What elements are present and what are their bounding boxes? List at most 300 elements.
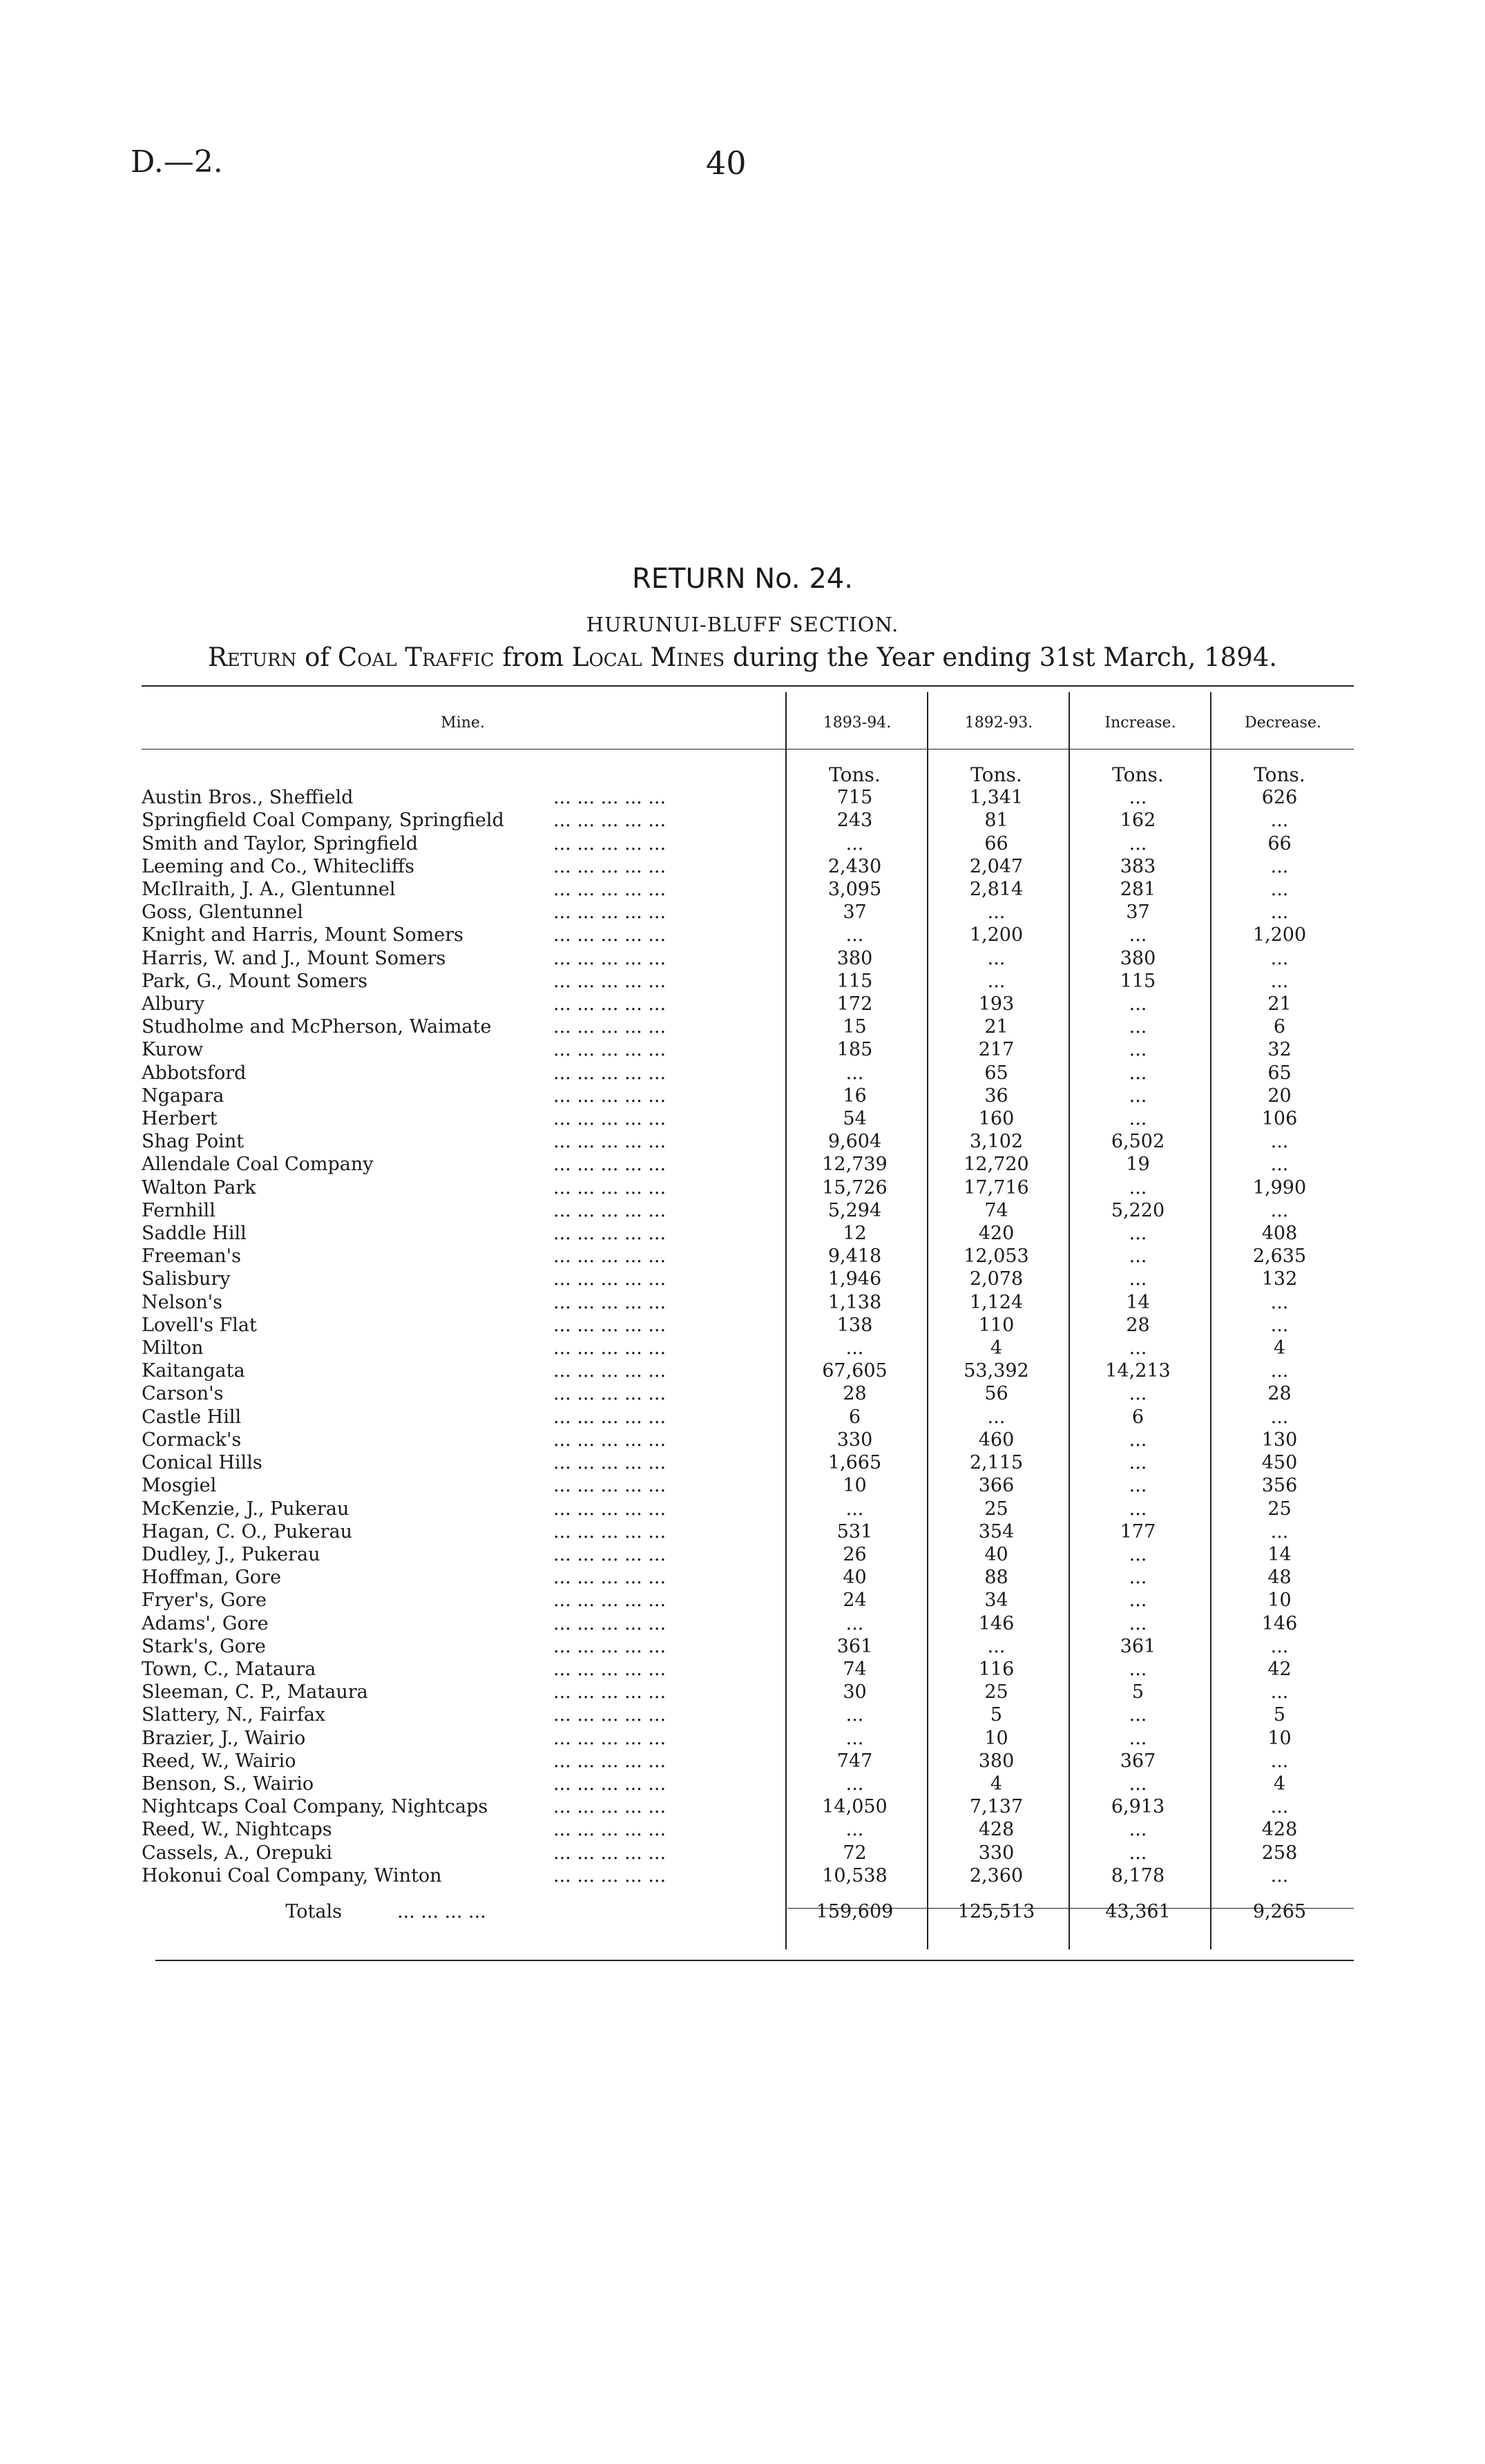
- mine-name: Kaitangata: [142, 1360, 245, 1382]
- return-subtitle: [0, 642, 1485, 672]
- table-row: [142, 1543, 1350, 1566]
- mine-cell: [142, 1268, 784, 1290]
- mine-name: Albury: [142, 993, 204, 1015]
- leader-dots: ... ... ... ... ...: [553, 1406, 667, 1428]
- value-dec: ...: [1270, 1291, 1289, 1313]
- table-row: [142, 1750, 1350, 1773]
- table-row: [142, 1268, 1350, 1290]
- value-dec: ...: [1270, 1154, 1289, 1176]
- mine-name: Mosgiel: [142, 1475, 217, 1497]
- value-y2: 2,115: [969, 1452, 1024, 1474]
- value-y1: 15,726: [822, 1176, 888, 1198]
- value-dec: ...: [1270, 947, 1289, 969]
- value-inc: 6: [1131, 1406, 1144, 1428]
- mine-name: Dudley, J., Pukerau: [142, 1543, 320, 1565]
- value-inc: 361: [1120, 1635, 1156, 1657]
- totals-label: Totals: [285, 1901, 342, 1923]
- leader-dots: ... ... ... ... ...: [553, 1245, 667, 1268]
- value-inc: ...: [1129, 1223, 1147, 1245]
- value-inc: ...: [1129, 1704, 1147, 1726]
- mine-cell: [142, 878, 784, 901]
- col-head-increase: Increase.: [1104, 714, 1176, 732]
- leader-dots: ... ... ... ... ...: [553, 810, 667, 832]
- leader-dots: ... ... ... ... ...: [553, 1199, 667, 1221]
- value-y2: 116: [978, 1658, 1015, 1680]
- value-y1: 28: [843, 1383, 867, 1405]
- value-y2: 34: [984, 1589, 1008, 1612]
- value-y1: ...: [845, 1612, 864, 1634]
- value-dec: 14: [1267, 1543, 1292, 1565]
- value-inc: 5: [1131, 1681, 1144, 1703]
- leader-dots: ... ... ... ... ...: [553, 1131, 667, 1153]
- value-dec: ...: [1270, 1199, 1289, 1221]
- value-y1: 172: [836, 993, 873, 1015]
- mine-cell: [142, 1085, 784, 1107]
- value-y1: 138: [836, 1314, 873, 1336]
- table-row: [142, 1199, 1350, 1222]
- leader-dots: ... ... ... ... ...: [553, 855, 667, 877]
- value-y2: 88: [984, 1567, 1008, 1589]
- mine-name: Knight and Harris, Mount Somers: [142, 924, 463, 946]
- leader-dots: ... ... ... ... ...: [553, 1291, 667, 1313]
- mine-cell: [142, 1795, 784, 1818]
- value-dec: 4: [1273, 1773, 1286, 1795]
- leader-dots: ... ... ... ... ...: [553, 947, 667, 969]
- mine-cell: [142, 1681, 784, 1703]
- col-head-1893: 1893-94.: [823, 714, 892, 732]
- value-y2: 160: [978, 1108, 1015, 1130]
- table-row: [142, 1773, 1350, 1795]
- value-dec: ...: [1270, 1681, 1289, 1703]
- mine-name: Milton: [142, 1337, 204, 1359]
- value-y2: 53,392: [964, 1360, 1029, 1382]
- total-dec: 9,265: [1252, 1901, 1307, 1923]
- value-inc: 5,220: [1111, 1199, 1165, 1221]
- table-row: [142, 1406, 1350, 1429]
- value-dec: 428: [1261, 1819, 1298, 1841]
- unit-cell: Tons.: [1254, 763, 1305, 786]
- value-y2: 354: [978, 1520, 1015, 1543]
- value-inc: ...: [1129, 993, 1147, 1015]
- value-dec: 4: [1273, 1337, 1286, 1359]
- table-row: [142, 1451, 1350, 1474]
- mine-cell: [142, 832, 784, 855]
- mine-name: Fernhill: [142, 1199, 215, 1221]
- value-dec: ...: [1270, 810, 1289, 832]
- table-row: [142, 1107, 1350, 1130]
- table-row: [142, 1062, 1350, 1085]
- leader-dots: ... ... ... ... ...: [553, 1589, 667, 1612]
- mine-cell: [142, 947, 784, 970]
- value-inc: ...: [1129, 1085, 1147, 1107]
- mine-name: Carson's: [142, 1383, 224, 1405]
- mine-cell: [142, 1199, 784, 1222]
- table-row: [142, 1337, 1350, 1359]
- mine-cell: [142, 1429, 784, 1451]
- value-y1: 3,095: [827, 879, 882, 901]
- mine-name: Park, G., Mount Somers: [142, 970, 368, 992]
- mine-cell: [142, 1314, 784, 1337]
- table-row: [142, 1015, 1350, 1038]
- leader-dots: ... ... ... ... ...: [553, 1773, 667, 1795]
- value-y2: 193: [978, 993, 1015, 1015]
- value-inc: ...: [1129, 1268, 1147, 1290]
- value-y1: 715: [836, 787, 873, 809]
- mine-name: Studholme and McPherson, Waimate: [142, 1016, 492, 1038]
- leader-dots: ... ... ... ... ...: [553, 1567, 667, 1589]
- mine-cell: [142, 809, 784, 832]
- mine-name: Salisbury: [142, 1268, 231, 1290]
- value-y2: 56: [984, 1383, 1008, 1405]
- value-y2: 2,078: [969, 1268, 1024, 1290]
- table-row: [142, 1153, 1350, 1176]
- mine-cell: [142, 1062, 784, 1085]
- value-dec: 20: [1267, 1085, 1292, 1107]
- value-y2: 40: [984, 1543, 1008, 1565]
- value-dec: 132: [1261, 1268, 1298, 1290]
- value-y2: ...: [987, 1406, 1006, 1428]
- mine-name: Herbert: [142, 1108, 218, 1130]
- table-row: [142, 1795, 1350, 1818]
- value-dec: 106: [1261, 1108, 1298, 1130]
- value-y1: 16: [843, 1085, 867, 1107]
- value-dec: ...: [1270, 1635, 1289, 1657]
- table-row: [142, 1818, 1350, 1841]
- value-inc: ...: [1129, 1016, 1147, 1038]
- value-y2: ...: [987, 947, 1006, 969]
- value-y2: 25: [984, 1498, 1008, 1520]
- value-y2: ...: [987, 970, 1006, 992]
- value-dec: 48: [1267, 1567, 1292, 1589]
- leader-dots: ... ... ... ... ...: [553, 1016, 667, 1038]
- value-y2: 65: [984, 1062, 1008, 1084]
- value-dec: 1,990: [1252, 1176, 1307, 1198]
- mine-cell: [142, 924, 784, 946]
- subtitle-word: Coal Traffic: [337, 642, 495, 672]
- value-dec: 356: [1261, 1475, 1298, 1497]
- leader-dots: ... ... ... ... ...: [553, 1658, 667, 1680]
- mine-cell: [142, 1727, 784, 1750]
- mine-name: Austin Bros., Sheffield: [142, 787, 354, 809]
- mine-cell: [142, 1635, 784, 1658]
- col-head-1892: 1892-93.: [964, 714, 1033, 732]
- value-dec: 65: [1267, 1062, 1292, 1084]
- table-row: [142, 1245, 1350, 1268]
- value-y1: 14,050: [822, 1796, 888, 1818]
- coal-traffic-table: [142, 763, 1350, 1929]
- value-y1: 15: [843, 1016, 867, 1038]
- value-y1: 67,605: [822, 1360, 888, 1382]
- value-y2: 366: [978, 1475, 1015, 1497]
- mine-name: Hagan, C. O., Pukerau: [142, 1520, 353, 1543]
- value-dec: 66: [1267, 832, 1292, 854]
- leader-dots: ... ... ... ... ...: [553, 1337, 667, 1359]
- unit-cell: Tons.: [1112, 763, 1164, 786]
- leader-dots: ... ... ... ... ...: [553, 1819, 667, 1841]
- leader-dots: ... ... ... ...: [397, 1901, 486, 1923]
- section-title: HURUNUI-BLUFF SECTION.: [586, 613, 899, 636]
- value-inc: ...: [1129, 1727, 1147, 1749]
- value-inc: ...: [1129, 1383, 1147, 1405]
- value-y1: 747: [836, 1750, 873, 1772]
- value-y1: ...: [845, 1819, 864, 1841]
- value-dec: 258: [1261, 1842, 1298, 1864]
- value-dec: 10: [1267, 1589, 1292, 1612]
- mine-cell: [142, 1864, 784, 1887]
- mine-cell: [142, 1773, 784, 1795]
- mine-cell: [142, 1818, 784, 1841]
- value-dec: ...: [1270, 1796, 1289, 1818]
- value-inc: ...: [1129, 1612, 1147, 1634]
- leader-dots: ... ... ... ... ...: [553, 1085, 667, 1107]
- value-inc: ...: [1129, 1567, 1147, 1589]
- mine-name: McIlraith, J. A., Glentunnel: [142, 879, 396, 901]
- mine-name: Conical Hills: [142, 1452, 262, 1474]
- mine-cell: [142, 1015, 784, 1038]
- leader-dots: ... ... ... ... ...: [553, 1452, 667, 1474]
- leader-dots: ... ... ... ... ...: [553, 1864, 667, 1887]
- table-row: [142, 1085, 1350, 1107]
- value-y2: 3,102: [969, 1131, 1024, 1153]
- value-dec: ...: [1270, 1864, 1289, 1887]
- mine-cell: [142, 1153, 784, 1176]
- mine-name: Saddle Hill: [142, 1223, 247, 1245]
- mine-name: Reed, W., Wairio: [142, 1750, 296, 1772]
- mine-name: Abbotsford: [142, 1062, 247, 1084]
- leader-dots: ... ... ... ... ...: [553, 1108, 667, 1130]
- leader-dots: ... ... ... ... ...: [553, 1223, 667, 1245]
- mine-name: McKenzie, J., Pukerau: [142, 1498, 349, 1520]
- mine-name: Freeman's: [142, 1245, 241, 1268]
- value-dec: 146: [1261, 1612, 1298, 1634]
- value-y2: 12,053: [964, 1245, 1029, 1268]
- value-inc: ...: [1129, 1039, 1147, 1061]
- mine-name: Hokonui Coal Company, Winton: [142, 1864, 442, 1887]
- mine-name: Brazier, J., Wairio: [142, 1727, 306, 1749]
- value-inc: 14: [1126, 1291, 1150, 1313]
- value-dec: ...: [1270, 1360, 1289, 1382]
- mine-name: Sleeman, C. P., Mataura: [142, 1681, 368, 1703]
- value-y2: 2,360: [969, 1864, 1024, 1887]
- table-row: [142, 1176, 1350, 1199]
- leader-dots: ... ... ... ... ...: [553, 1796, 667, 1818]
- leader-dots: ... ... ... ... ...: [553, 1543, 667, 1565]
- table-row: [142, 1727, 1350, 1750]
- leader-dots: ... ... ... ... ...: [553, 832, 667, 854]
- value-y1: 243: [836, 810, 873, 832]
- value-y2: 81: [984, 810, 1008, 832]
- value-inc: ...: [1129, 924, 1147, 946]
- value-inc: ...: [1129, 1108, 1147, 1130]
- mine-cell: [142, 1612, 784, 1635]
- subtitle-word: Local Mines: [571, 642, 725, 672]
- page-number: 40: [706, 144, 747, 182]
- value-y1: 30: [843, 1681, 867, 1703]
- value-y1: ...: [845, 1337, 864, 1359]
- subtitle-word: from: [502, 642, 564, 672]
- leader-dots: ... ... ... ... ...: [553, 1314, 667, 1336]
- value-dec: 10: [1267, 1727, 1292, 1749]
- value-inc: ...: [1129, 1176, 1147, 1198]
- mine-cell: [142, 1703, 784, 1726]
- leader-dots: ... ... ... ... ...: [553, 1039, 667, 1061]
- mine-name: Fryer's, Gore: [142, 1589, 267, 1612]
- table-top-rule: [142, 685, 1354, 687]
- mine-name: Stark's, Gore: [142, 1635, 266, 1657]
- leader-dots: ... ... ... ... ...: [553, 1498, 667, 1520]
- mine-name: Benson, S., Wairio: [142, 1773, 314, 1795]
- value-y1: 10: [843, 1475, 867, 1497]
- mine-name: Lovell's Flat: [142, 1314, 257, 1336]
- table-row: [142, 970, 1350, 993]
- mine-name: Allendale Coal Company: [142, 1154, 374, 1176]
- mine-cell: [142, 1498, 784, 1520]
- value-dec: 6: [1273, 1016, 1286, 1038]
- table-row: [142, 1612, 1350, 1635]
- leader-dots: ... ... ... ... ...: [553, 1062, 667, 1084]
- units-blank: [142, 763, 784, 786]
- value-inc: ...: [1129, 1842, 1147, 1864]
- value-inc: 115: [1120, 970, 1156, 992]
- mine-cell: [142, 1337, 784, 1359]
- value-y1: 531: [836, 1520, 873, 1543]
- table-row: [142, 1566, 1350, 1589]
- leader-dots: ... ... ... ... ...: [553, 1727, 667, 1749]
- leader-dots: ... ... ... ... ...: [553, 1429, 667, 1451]
- value-dec: ...: [1270, 901, 1289, 924]
- totals-row: [142, 1887, 1350, 1929]
- value-inc: ...: [1129, 1429, 1147, 1451]
- mine-cell: [142, 993, 784, 1015]
- value-inc: 281: [1120, 879, 1156, 901]
- value-y2: 36: [984, 1085, 1008, 1107]
- mine-cell: [142, 1474, 784, 1497]
- mine-cell: [142, 1658, 784, 1681]
- mine-cell: [142, 1038, 784, 1061]
- value-dec: ...: [1270, 879, 1289, 901]
- mine-name: Smith and Taylor, Springfield: [142, 832, 419, 854]
- leader-dots: ... ... ... ... ...: [553, 1750, 667, 1772]
- col-head-decrease: Decrease.: [1245, 714, 1321, 732]
- mine-cell: [142, 1566, 784, 1589]
- mine-cell: [142, 1382, 784, 1405]
- subtitle-word: during the Year ending 31st March, 1894.: [732, 642, 1278, 672]
- table-row: [142, 1498, 1350, 1520]
- total-y1: 159,609: [816, 1901, 894, 1923]
- mine-name: Adams', Gore: [142, 1612, 269, 1634]
- mine-name: Slattery, N., Fairfax: [142, 1704, 326, 1726]
- mine-cell: [142, 855, 784, 878]
- mine-cell: [142, 1222, 784, 1245]
- value-y1: 54: [843, 1108, 867, 1130]
- value-y2: ...: [987, 901, 1006, 924]
- value-dec: 28: [1267, 1383, 1292, 1405]
- mine-cell: [142, 1589, 784, 1612]
- value-y1: 6: [848, 1406, 861, 1428]
- value-y1: 72: [843, 1842, 867, 1864]
- table-row: [142, 901, 1350, 924]
- leader-dots: ... ... ... ... ...: [553, 970, 667, 992]
- leader-dots: ... ... ... ... ...: [553, 993, 667, 1015]
- table-row: [142, 1130, 1350, 1153]
- leader-dots: ... ... ... ... ...: [553, 1268, 667, 1290]
- value-dec: ...: [1270, 1131, 1289, 1153]
- value-y2: 380: [978, 1750, 1015, 1772]
- col-head-mine: Mine.: [441, 714, 485, 732]
- table-body: [142, 763, 1350, 1929]
- value-y2: 1,124: [969, 1291, 1024, 1313]
- mine-cell: [142, 1842, 784, 1864]
- value-y1: 40: [843, 1567, 867, 1589]
- value-inc: ...: [1129, 1337, 1147, 1359]
- value-dec: ...: [1270, 1314, 1289, 1336]
- mine-name: Cormack's: [142, 1429, 242, 1451]
- mine-cell: [142, 1176, 784, 1199]
- value-y1: 380: [836, 947, 873, 969]
- mine-cell: [142, 1291, 784, 1314]
- value-y2: 460: [978, 1429, 1015, 1451]
- value-inc: ...: [1129, 1819, 1147, 1841]
- value-y1: ...: [845, 1727, 864, 1749]
- mine-name: Harris, W. and J., Mount Somers: [142, 947, 446, 969]
- mine-cell: [142, 1359, 784, 1382]
- value-y1: 24: [843, 1589, 867, 1612]
- table-row: [142, 1359, 1350, 1382]
- leader-dots: ... ... ... ... ...: [553, 879, 667, 901]
- value-y1: 115: [836, 970, 873, 992]
- value-dec: 450: [1261, 1452, 1298, 1474]
- mine-cell: [142, 901, 784, 924]
- value-y1: ...: [845, 1704, 864, 1726]
- leader-dots: ... ... ... ... ...: [553, 1520, 667, 1543]
- table-row: [142, 1429, 1350, 1451]
- value-y1: ...: [845, 924, 864, 946]
- mine-cell: [142, 1245, 784, 1268]
- value-y2: 420: [978, 1223, 1015, 1245]
- value-dec: 408: [1261, 1223, 1298, 1245]
- value-dec: ...: [1270, 855, 1289, 877]
- value-inc: ...: [1129, 1498, 1147, 1520]
- value-y1: 1,138: [827, 1291, 882, 1313]
- value-dec: 25: [1267, 1498, 1292, 1520]
- value-y1: ...: [845, 1498, 864, 1520]
- value-y1: 5,294: [827, 1199, 882, 1221]
- table-row: [142, 1038, 1350, 1061]
- mine-name: Hoffman, Gore: [142, 1567, 281, 1589]
- value-dec: 21: [1267, 993, 1292, 1015]
- mine-cell: [142, 1130, 784, 1153]
- value-y2: 66: [984, 832, 1008, 854]
- value-y2: 330: [978, 1842, 1015, 1864]
- subtitle-word: Return: [207, 642, 297, 672]
- value-y1: 1,946: [827, 1268, 882, 1290]
- value-y2: 1,200: [969, 924, 1024, 946]
- value-dec: 1,200: [1252, 924, 1307, 946]
- value-inc: 383: [1120, 855, 1156, 877]
- value-y2: 1,341: [969, 787, 1024, 809]
- leader-dots: ... ... ... ... ...: [553, 901, 667, 924]
- table-row: [142, 947, 1350, 970]
- mine-name: Town, C., Mataura: [142, 1658, 316, 1680]
- table-row: [142, 832, 1350, 855]
- table-row: [142, 1589, 1350, 1612]
- value-inc: 177: [1120, 1520, 1156, 1543]
- mine-cell: [142, 786, 784, 809]
- leader-dots: ... ... ... ... ...: [553, 1681, 667, 1703]
- value-y2: 21: [984, 1016, 1008, 1038]
- mine-cell: [142, 1107, 784, 1130]
- leader-dots: ... ... ... ... ...: [553, 924, 667, 946]
